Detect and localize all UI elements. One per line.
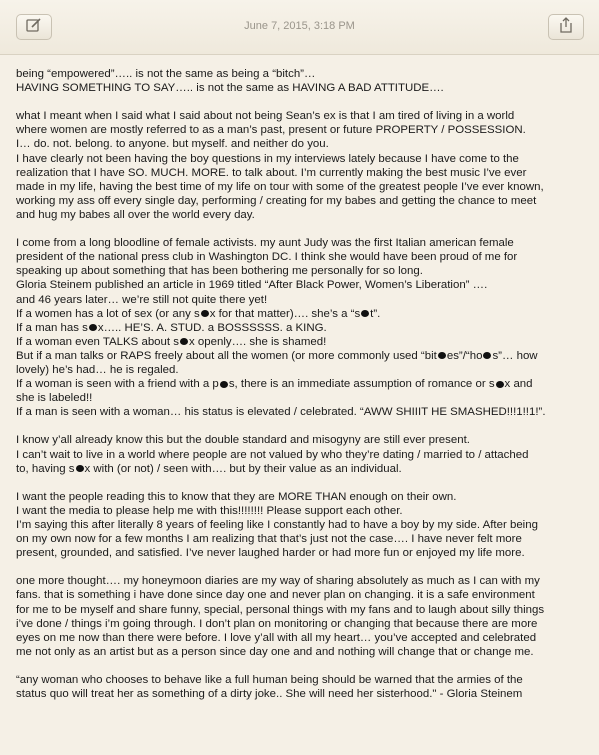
share-icon (559, 17, 573, 38)
note-line: eyes on me now than there were before. I love y’all with all my heart… you’ve accepted and celebrated (16, 631, 537, 644)
note-line: what I meant when I said what I said about not being Sean’s ex is that I am tired of living in a world (16, 110, 515, 123)
note-paragraph (16, 673, 583, 701)
note-line: me not only as an artist but as a person since day one and and nothing will change that or change me. (16, 645, 534, 658)
note-line: If a man has s x….. HE’S. A. STUD. a BOSSSSSS. a KING. (16, 321, 327, 334)
note-line: being “empowered”….. is not the same as being a “bitch”… (16, 68, 316, 80)
note-line: But if a man talks or RAPS freely about all the women (or more commonly used “bit es”/“ho s”… how (16, 349, 538, 362)
note-line: and 46 years later… we’re still not quite there yet! (16, 293, 268, 306)
note-paragraph (16, 433, 583, 475)
note-line: HAVING SOMETHING TO SAY….. is not the same as HAVING A BAD ATTITUDE…. (16, 82, 444, 95)
note-line: present, grounded, and satisfied. I’ve never laughed harder or had more fun or enjoyed my life more. (16, 547, 525, 560)
redaction-mark (76, 465, 84, 472)
note-line: “any woman who chooses to behave like a full human being should be warned that the armies of the (16, 674, 523, 687)
redaction-mark (438, 352, 446, 359)
note-line: lovely) he’s had… he is regaled. (16, 363, 179, 376)
note-line: If a women has a lot of sex (or any s x for that matter)…. she’s a “s t”. (16, 307, 381, 320)
redaction-mark (180, 338, 188, 345)
note-line: status quo will treat her as something of a dirty joke.. She will need her sisterhood." - Gloria Steinem (16, 688, 523, 701)
note-line: one more thought…. my honeymoon diaries are my way of sharing absolutely as much as I can with my (16, 575, 540, 588)
note-line: realization that I have SO. MUCH. MORE. to talk about. I’m currently making the best music I’ve ever (16, 166, 527, 179)
note-line: I’m saying this after literally 8 years of feeling like I constantly had to have a boy by my side. After being (16, 519, 538, 531)
redaction-mark (361, 310, 369, 317)
note-line: I want the people reading this to know that they are MORE THAN enough on their own. (16, 490, 457, 503)
note-line: Gloria Steinem published an article in 1969 titled “After Black Power, Women’s Liberation” …. (16, 279, 488, 292)
note-date: June 7, 2015, 3:18 PM (244, 20, 355, 32)
note-line: I want the media to please help me with this!!!!!!!! Please support each other. (16, 504, 403, 517)
redaction-mark (483, 352, 491, 359)
note-line: I have clearly not been having the boy questions in my interviews lately because I have come to the (16, 152, 519, 165)
note-paragraph (16, 67, 583, 95)
note-line: If a woman is seen with a friend with a p s, there is an immediate assumption of romance or s x and (16, 378, 533, 391)
note-line: and hug my babes all over the world every day. (16, 208, 255, 221)
redaction-mark (220, 381, 228, 388)
note-paragraph (16, 490, 583, 560)
share-button[interactable] (548, 14, 584, 40)
note-line: I know y’all already know this but the double standard and misogyny are still ever present. (16, 434, 470, 447)
note-paragraph (16, 236, 583, 419)
redaction-mark (201, 310, 209, 317)
note-line: I… do. not. belong. to anyone. but myself. and neither do you. (16, 138, 329, 151)
note-line: for me to be myself and share funny, special, personal things with my fans and to laugh about silly things (16, 603, 545, 616)
note-line: where women are mostly referred to as a man’s past, present or future PROPERTY / POSSESSION. (16, 124, 526, 137)
note-body[interactable] (0, 55, 599, 701)
note-line: If a man is seen with a woman… his status is elevated / celebrated. “AWW SHIIIT HE SMASHED!!!1!!1!”. (16, 406, 546, 419)
note-line: to, having s x with (or not) / seen with…. but by their value as an individual. (16, 462, 402, 475)
note-paragraph (16, 109, 583, 222)
note-line: made in my life, having the best time of my life on tour with some of the greatest people I’ve ever known, (16, 180, 544, 193)
note-line: on my own now for a few months I am realizing that that’s just not the case…. I have never felt more (16, 533, 522, 546)
note-line: speaking up about something that has been bothering me personally for so long. (16, 265, 423, 278)
note-line: working my ass off every single day, performing / creating for my babes and getting the chance to meet (16, 194, 537, 207)
note-line: If a woman even TALKS about s x openly…. she is shamed! (16, 335, 327, 348)
redaction-mark (89, 324, 97, 331)
redaction-mark (496, 381, 504, 388)
note-line: i’ve done / things i’m going through. I don’t plan on monitoring or changing that because there are more (16, 617, 538, 630)
note-paragraph (16, 574, 583, 659)
note-line: fans. that is something i have done since day one and never plan on changing. it is a safe environment (16, 589, 535, 602)
note-line: I come from a long bloodline of female activists. my aunt Judy was the first Italian american female (16, 237, 514, 250)
toolbar (0, 0, 599, 55)
note-line: I can’t wait to live in a world where people are not valued by who they’re dating / married to / attached (16, 448, 529, 461)
note-line: she is labeled!! (16, 392, 93, 405)
note-line: president of the national press club in Washington DC. I think she would have been proud of me for (16, 251, 518, 264)
